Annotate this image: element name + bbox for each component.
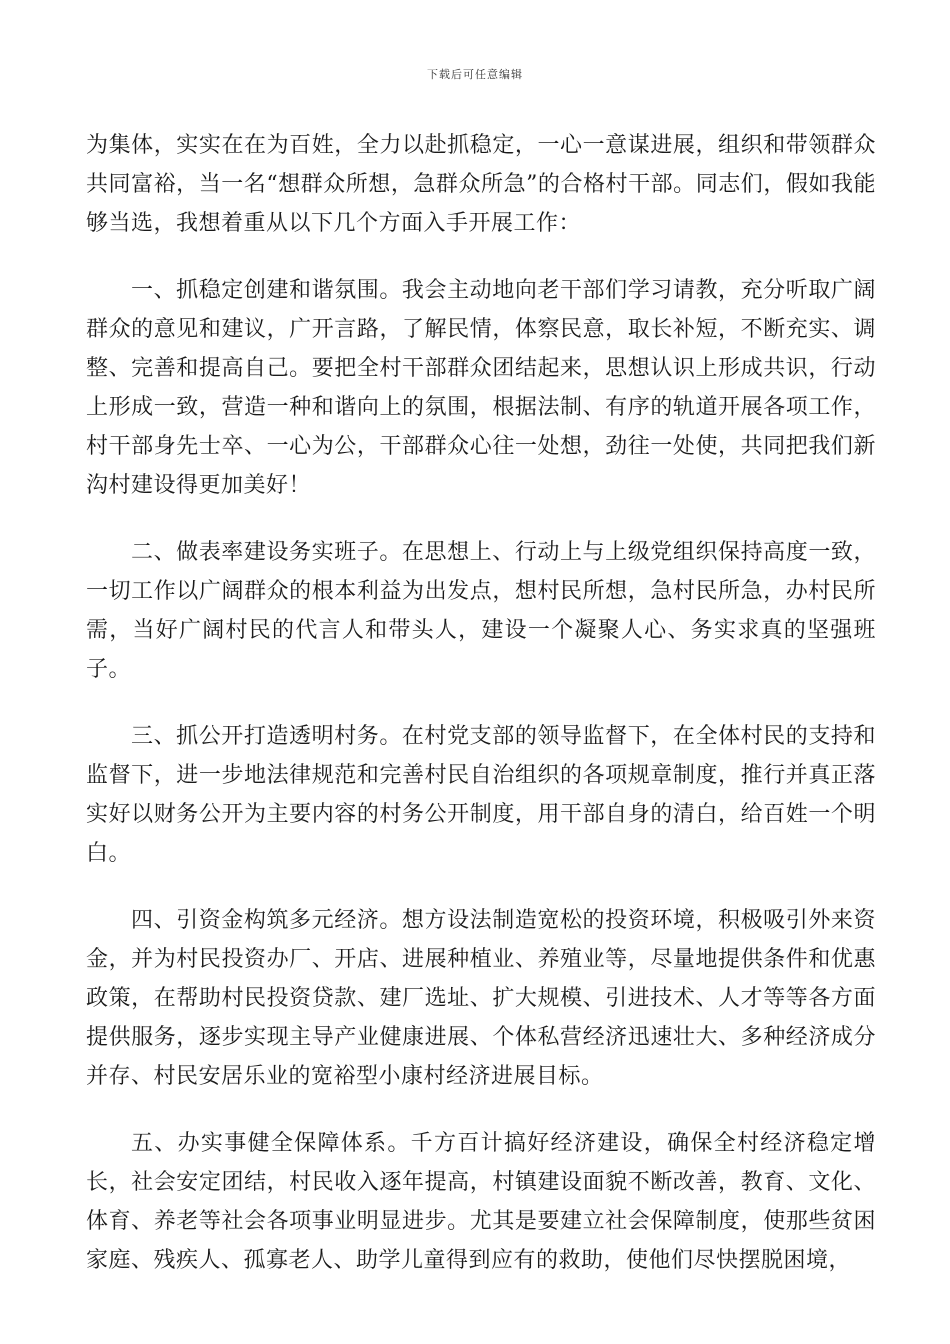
page-header: 下载后可任意编辑: [427, 68, 523, 81]
paragraph-intro: 为集体，实实在在为百姓，全力以赴抓稳定，一心一意谋进展，组织和带领群众共同富裕，当一名“想群众所想，急群众所急”的合格村干部。同志们，假如我能够当选，我想着重从以下几个方面入手开展工作：: [86, 133, 876, 236]
paragraph-point-4: 四、引资金构筑多元经济。想方设法制造宽松的投资环境，积极吸引外来资金，并为村民投资办厂、开店、进展种植业、养殖业等，尽量地提供条件和优惠政策，在帮助村民投资贷款、建厂选址、扩大规模、引进技术、人才等等各方面提供服务，逐步实现主导产业健康进展、个体私营经济迅速壮大、多种经济成分并存、村民安居乐业的宽裕型小康村经济进展目标。: [86, 908, 876, 1089]
paragraph-point-3: 三、抓公开打造透明村务。在村党支部的领导监督下，在全体村民的支持和监督下，进一步地法律规范和完善村民自治组织的各项规章制度，推行并真正落实好以财务公开为主要内容的村务公开制度，用干部自身的清白，给百姓一个明白。: [86, 724, 876, 866]
document-body: [86, 126, 876, 1308]
paragraph-point-2: 二、做表率建设务实班子。在思想上、行动上与上级党组织保持高度一致，一切工作以广阔群众的根本利益为出发点，想村民所想，急村民所急，办村民所需，当好广阔村民的代言人和带头人，建设一个凝聚人心、务实求真的坚强班子。: [86, 540, 876, 682]
paragraph-point-5: 五、办实事健全保障体系。千方百计搞好经济建设，确保全村经济稳定增长，社会安定团结，村民收入逐年提高，村镇建设面貌不断改善，教育、文化、体育、养老等社会各项事业明显进步。尤其是要建立社会保障制度，使那些贫困家庭、残疾人、孤寡老人、助学儿童得到应有的救助，使他们尽快摆脱困境，: [86, 1131, 876, 1273]
paragraph-point-1: 一、抓稳定创建和谐氛围。我会主动地向老干部们学习请教，充分听取广阔群众的意见和建议，广开言路，了解民情，体察民意，取长补短，不断充实、调整、完善和提高自己。要把全村干部群众团结起来，思想认识上形成共识，行动上形成一致，营造一种和谐向上的氛围，根据法制、有序的轨道开展各项工作，村干部身先士卒、一心为公，干部群众心往一处想，劲往一处使，共同把我们新沟村建设得更加美好！: [86, 278, 876, 498]
